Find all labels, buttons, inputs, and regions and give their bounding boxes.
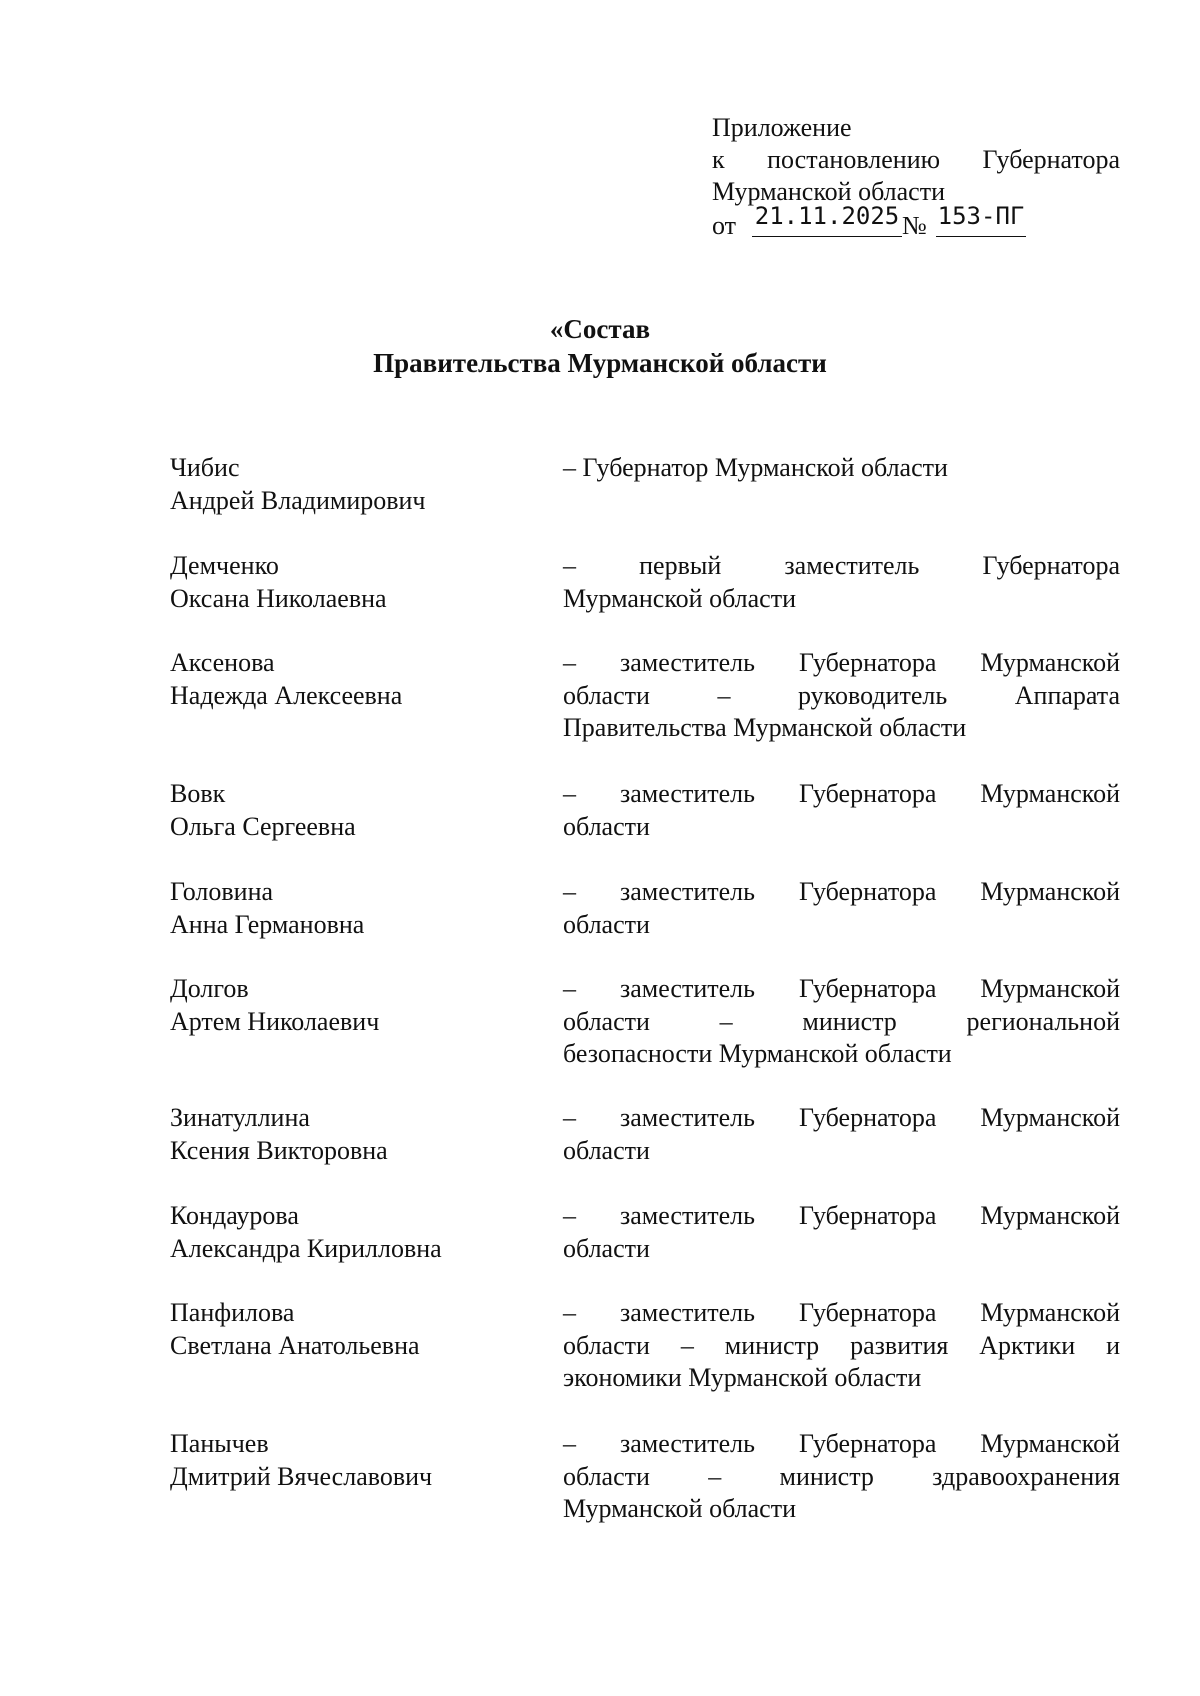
member-role-line: области <box>563 1135 650 1165</box>
member-role-line: – заместитель Губернатора Мурманской <box>563 648 1120 677</box>
appendix-label: Приложение <box>712 113 852 142</box>
member-surname: Кондаурова <box>170 1201 299 1230</box>
member-role <box>563 1428 1120 1526</box>
member-name <box>170 647 530 712</box>
decree-date: 21.11.2025 <box>752 200 902 237</box>
member-role-line: – заместитель Губернатора Мурманской <box>563 1201 1120 1230</box>
member-role-line: безопасности Мурманской области <box>563 1039 952 1068</box>
member-name <box>170 1102 530 1167</box>
member-given-names: Надежда Алексеевна <box>170 680 403 710</box>
appendix-decree-line <box>712 144 1120 176</box>
decree-number: 153-ПГ <box>936 200 1026 237</box>
member-role-line: области – руководитель Аппарата <box>563 680 1120 710</box>
member-role-line: Правительства Мурманской области <box>563 713 967 742</box>
member-given-names: Артем Николаевич <box>170 1006 380 1036</box>
title-line-2: Правительства Мурманской области <box>373 348 827 378</box>
member-role-line: области – министр развития Арктики и <box>563 1330 1120 1360</box>
member-role-line: – заместитель Губернатора Мурманской <box>563 877 1120 906</box>
member-role-line: экономики Мурманской области <box>563 1363 922 1392</box>
member-name <box>170 452 530 517</box>
appendix-block <box>712 112 1120 240</box>
member-role-line: области – министр здравоохранения <box>563 1461 1120 1491</box>
member-role-line: – заместитель Губернатора Мурманской <box>563 1429 1120 1458</box>
member-surname: Вовк <box>170 779 226 808</box>
member-surname: Демченко <box>170 551 279 580</box>
member-role <box>563 550 1120 615</box>
member-given-names: Анна Германовна <box>170 909 365 939</box>
member-role <box>563 452 1120 485</box>
member-surname: Головина <box>170 877 274 906</box>
member-given-names: Светлана Анатольевна <box>170 1330 420 1360</box>
member-role-line: Мурманской области <box>563 1494 796 1523</box>
member-given-names: Ксения Викторовна <box>170 1135 388 1165</box>
member-role <box>563 1200 1120 1265</box>
member-role-line: области – министр региональной <box>563 1006 1120 1036</box>
member-name <box>170 1200 530 1265</box>
member-role-line: – первый заместитель Губернатора <box>563 551 1120 580</box>
member-role <box>563 876 1120 941</box>
from-label: от <box>712 211 737 240</box>
member-surname: Долгов <box>170 974 249 1003</box>
member-surname: Зинатуллина <box>170 1103 310 1132</box>
decree-reference <box>712 202 1120 240</box>
member-surname: Аксенова <box>170 648 275 677</box>
member-role-line: области <box>563 811 650 841</box>
member-given-names: Оксана Николаевна <box>170 583 387 613</box>
number-label: № <box>902 211 927 240</box>
appendix-word: к <box>712 145 725 174</box>
member-role <box>563 1297 1120 1395</box>
member-role <box>563 973 1120 1071</box>
member-given-names: Александра Кирилловна <box>170 1233 442 1263</box>
member-name <box>170 1297 530 1362</box>
member-name <box>170 550 530 615</box>
document-title <box>0 312 1200 380</box>
member-name <box>170 778 530 843</box>
member-surname: Панфилова <box>170 1298 295 1327</box>
member-given-names: Ольга Сергеевна <box>170 811 356 841</box>
member-role <box>563 647 1120 745</box>
member-name <box>170 973 530 1038</box>
member-role <box>563 1102 1120 1167</box>
member-role-line: – заместитель Губернатора Мурманской <box>563 779 1120 808</box>
member-surname: Панычев <box>170 1429 269 1458</box>
member-role-line: Мурманской области <box>563 583 796 613</box>
appendix-word: постановлению <box>767 145 941 174</box>
member-role <box>563 778 1120 843</box>
member-role-line: – заместитель Губернатора Мурманской <box>563 1103 1120 1132</box>
member-given-names: Дмитрий Вячеславович <box>170 1461 433 1491</box>
member-role-line: области <box>563 1233 650 1263</box>
member-role-line: – Губернатор Мурманской области <box>563 453 948 482</box>
member-given-names: Андрей Владимирович <box>170 485 426 515</box>
member-role-line: области <box>563 909 650 939</box>
appendix-region: Мурманской области <box>712 177 945 206</box>
member-role-line: – заместитель Губернатора Мурманской <box>563 1298 1120 1327</box>
member-surname: Чибис <box>170 453 240 482</box>
member-name <box>170 1428 530 1493</box>
member-role-line: – заместитель Губернатора Мурманской <box>563 974 1120 1003</box>
appendix-word: Губернатора <box>982 145 1120 174</box>
title-line-1: «Состав <box>549 314 651 344</box>
member-name <box>170 876 530 941</box>
